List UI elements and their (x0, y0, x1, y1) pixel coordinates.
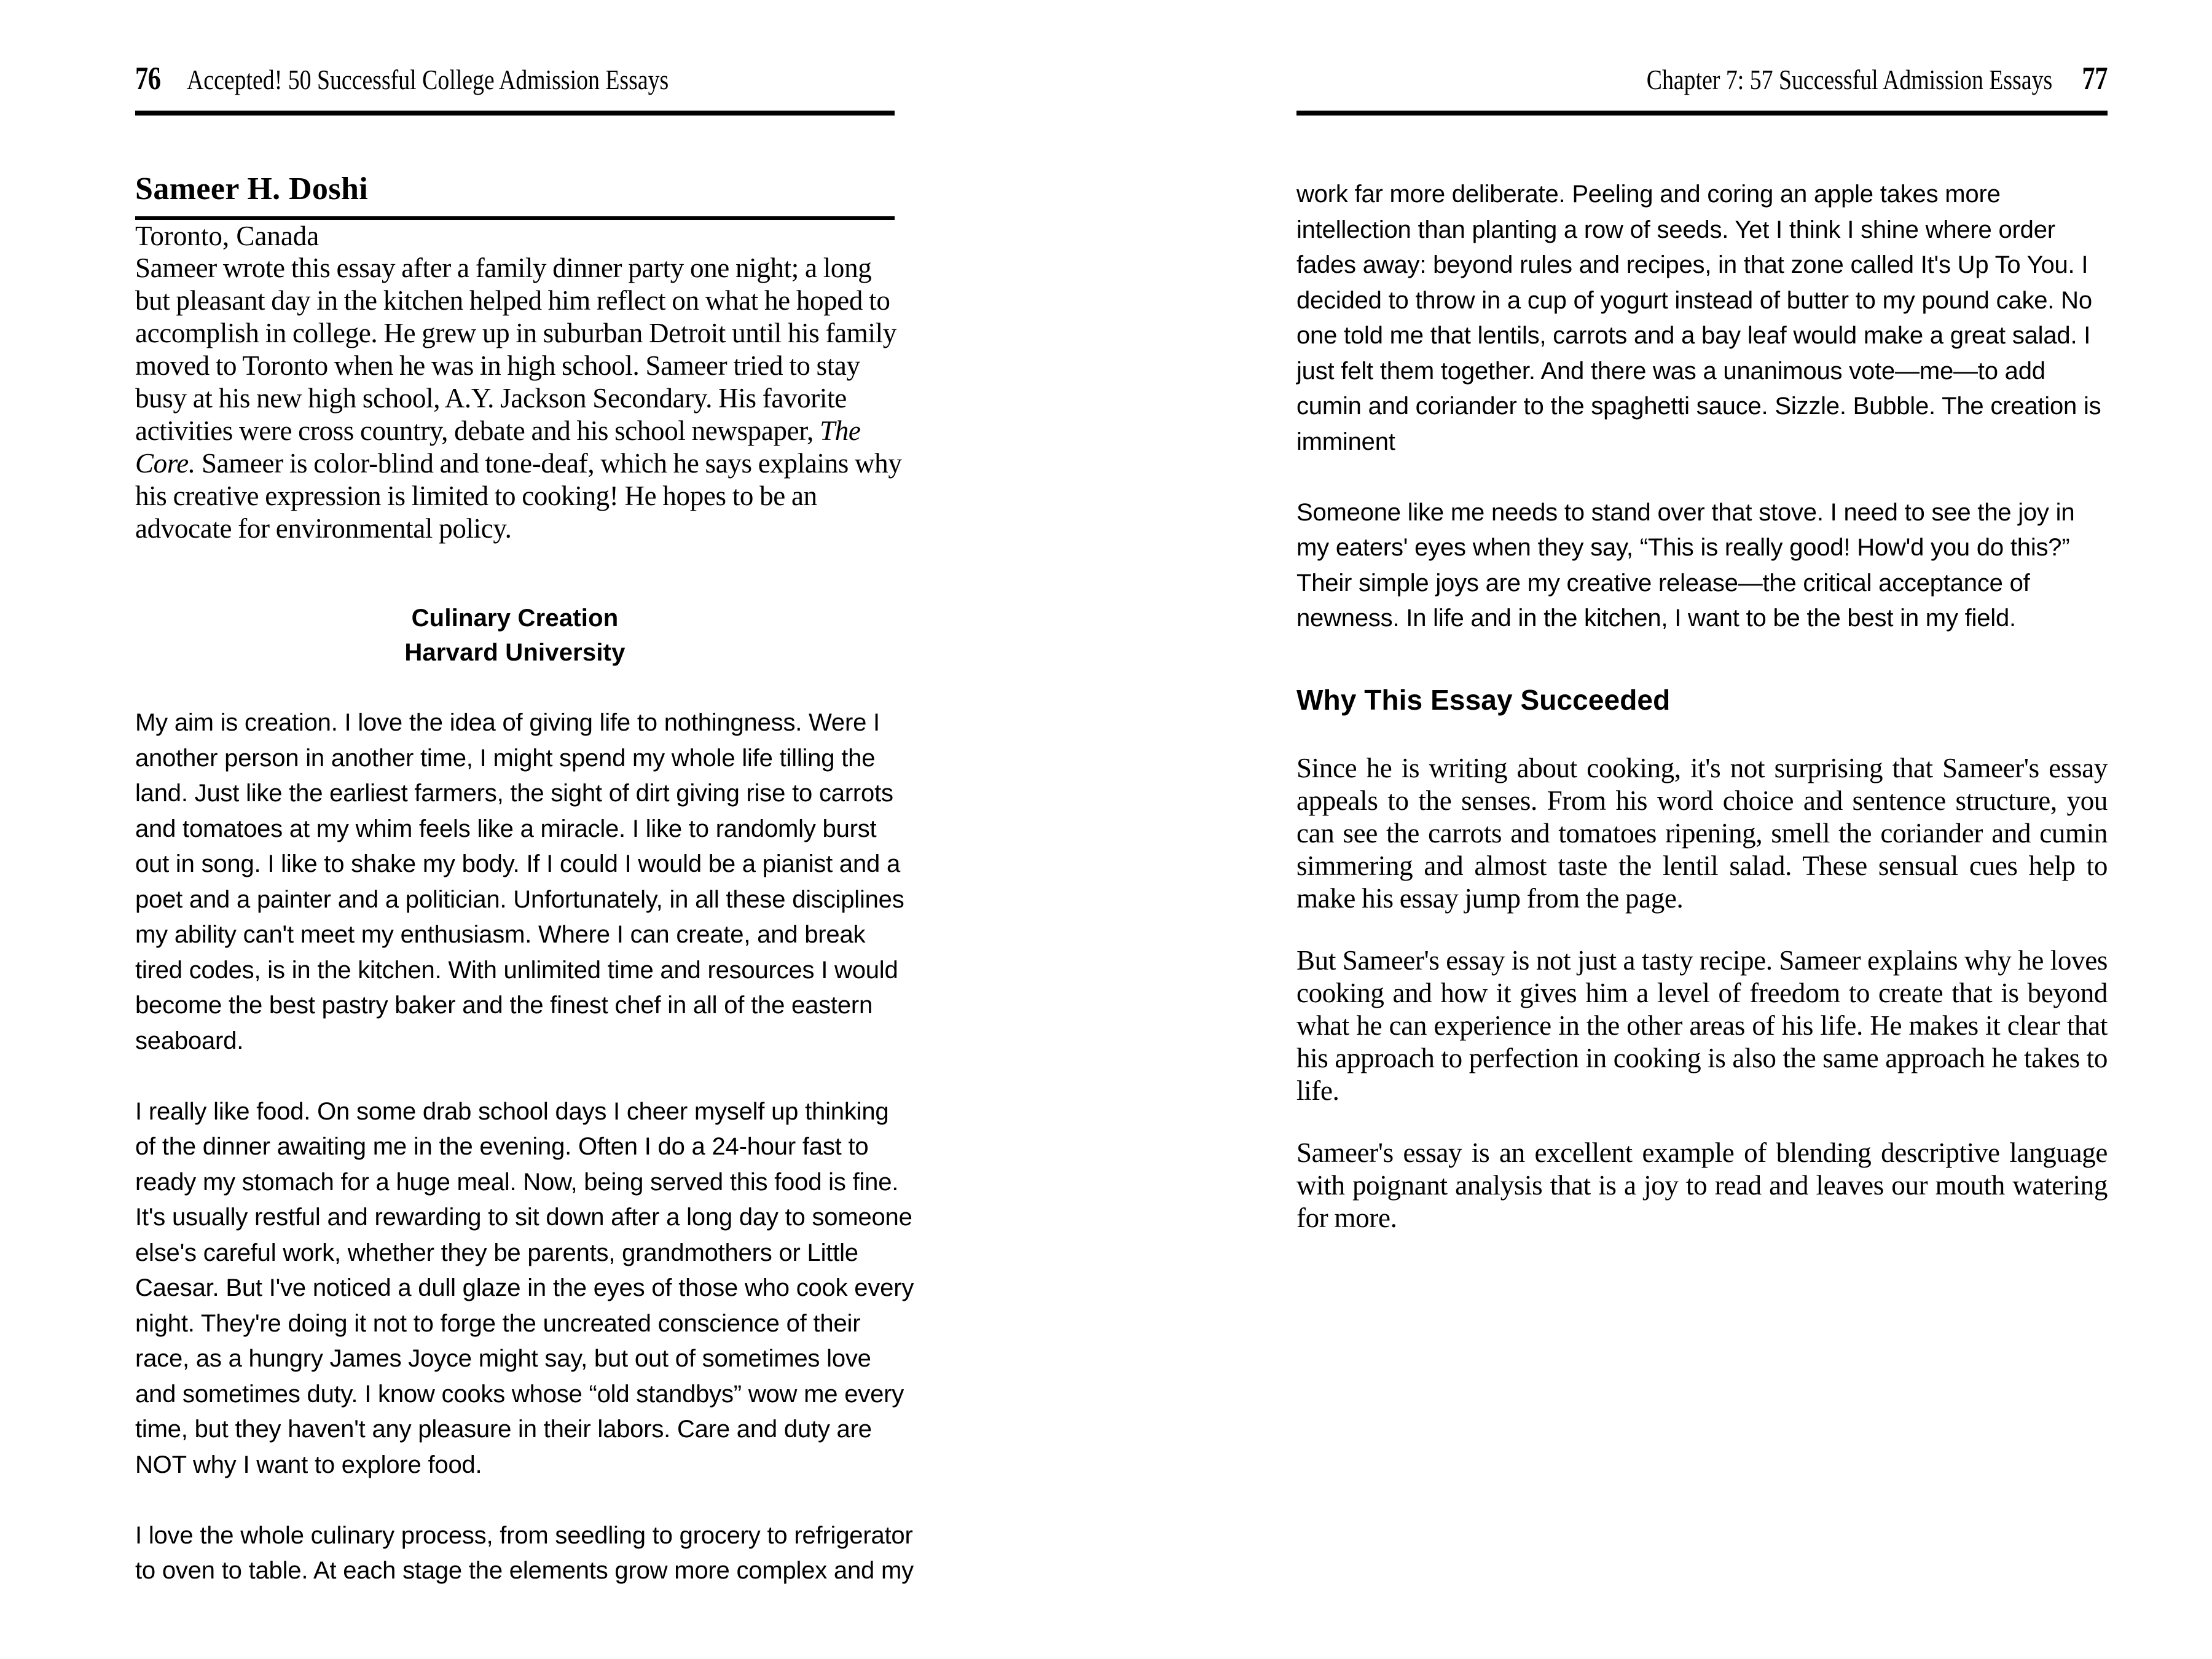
author-bio (135, 252, 907, 545)
essay-body-left (135, 705, 916, 1589)
essay-title: Culinary Creation (411, 605, 619, 632)
left-page-column (135, 0, 914, 1659)
running-head-title-left: Accepted! 50 Successful College Admission Essays (187, 65, 669, 95)
author-location: Toronto, Canada (135, 221, 320, 251)
essay-university: Harvard University (404, 639, 626, 666)
analysis-paragraph: Sameer's essay is an excellent example of blending descriptive language with poignant analysis that is a joy to read and leaves our mouth watering for more. (1296, 1137, 2108, 1233)
page-number-right: 77 (2082, 61, 2108, 96)
author-name: Sameer H. Doshi (135, 171, 369, 206)
author-bio-part-2: Sameer is color-blind and tone-deaf, which he says explains why his creative expression is limited to cooking! He hopes to be an advocate for environmental policy. (135, 448, 902, 544)
analysis-body (1296, 752, 2108, 1234)
analysis-paragraph: But Sameer's essay is not just a tasty recipe. Sameer explains why he loves cooking and how it gives him a level of freedom to create that is beyond what he can experience in the other areas of his life. He makes it clear that his approach to perfection in cooking is also the same approach he takes to life. (1296, 945, 2108, 1106)
essay-title-block (135, 601, 895, 670)
essay-paragraph: I really like food. On some drab school days I cheer myself up thinking of the dinner awaiting me in the evening. Often I do a 24-hour fast to ready my stomach for a huge meal. Now, being served this food is fine. It's usually restful and rewarding to sit down after a long day to someone else's careful work, whether they be parents, grandmothers or Little Caesar. But I've noticed a dull glaze in the eyes of those who cook every night. They're doing it not to forge the uncreated conscience of their race, as a hungry James Joyce might say, but out of sometimes love and sometimes duty. I know cooks whose “old standbys” wow me every time, but they haven't any pleasure in their labors. Care and duty are NOT why I want to explore food. (135, 1097, 914, 1478)
running-head-title-right: Chapter 7: 57 Successful Admission Essays (1646, 65, 2052, 95)
essay-body-right (1296, 177, 2108, 637)
essay-paragraph: Someone like me needs to stand over that stove. I need to see the joy in my eaters' eyes when they say, “This is really good! How'd you do this?” Their simple joys are my creative release—the critical acceptance of newness. In life and in the kitchen, I want to be the best in my field. (1296, 498, 2075, 632)
newspaper-title: The Core. (135, 415, 861, 479)
essay-paragraph: work far more deliberate. Peeling and coring an apple takes more intellection than planting a row of seeds. Yet I think I shine where order fades away: beyond rules and recipes, in that zone called It's Up To You. I decided to throw in a cup of yogurt instead of butter to my pound cake. No one told me that lentils, carrots and a bay leaf would make a great salad. I just felt them together. And there was a unanimous vote—me—to add cumin and coriander to the spaghetti sauce. Sizzle. Bubble. The creation is imminent (1296, 181, 2101, 455)
author-bio-part-1: Sameer wrote this essay after a family dinner party one night; a long but pleasant day in the kitchen helped him reflect on what he hoped to accomplish in college. He grew up in suburban Detroit until his family moved to Toronto when he was in high school. Sameer tried to stay busy at his new high school, A.Y. Jackson Secondary. His favorite activities were cross country, debate and his school newspaper, (135, 253, 896, 446)
essay-paragraph: I love the whole culinary process, from seedling to grocery to refrigerator to oven to table. At each stage the elements grow more complex and my (135, 1521, 914, 1584)
analysis-paragraph: Since he is writing about cooking, it's not surprising that Sameer's essay appeals to the senses. From his word choice and sentence structure, you can see the carrots and tomatoes ripening, smell the coriander and cumin simmering and almost taste the lentil salad. These sensual cues help to make his essay jump from the page. (1296, 753, 2108, 914)
page-number-left: 76 (135, 61, 161, 96)
analysis-heading: Why This Essay Succeeded (1296, 684, 1671, 716)
right-page-column (1296, 0, 2108, 1659)
essay-paragraph: My aim is creation. I love the idea of giving life to nothingness. Were I another person in another time, I might spend my whole life tilling the land. Just like the earliest farmers, the sight of dirt giving rise to carrots and tomatoes at my whim feels like a miracle. I like to randomly burst out in song. I like to shake my body. If I could I would be a pianist and a poet and a painter and a politician. Unfortunately, in all these disciplines my ability can't meet my enthusiasm. Where I can create, and break tired codes, is in the kitchen. With unlimited time and resources I would become the best pastry baker and the finest chef in all of the eastern seaboard. (135, 709, 904, 1054)
